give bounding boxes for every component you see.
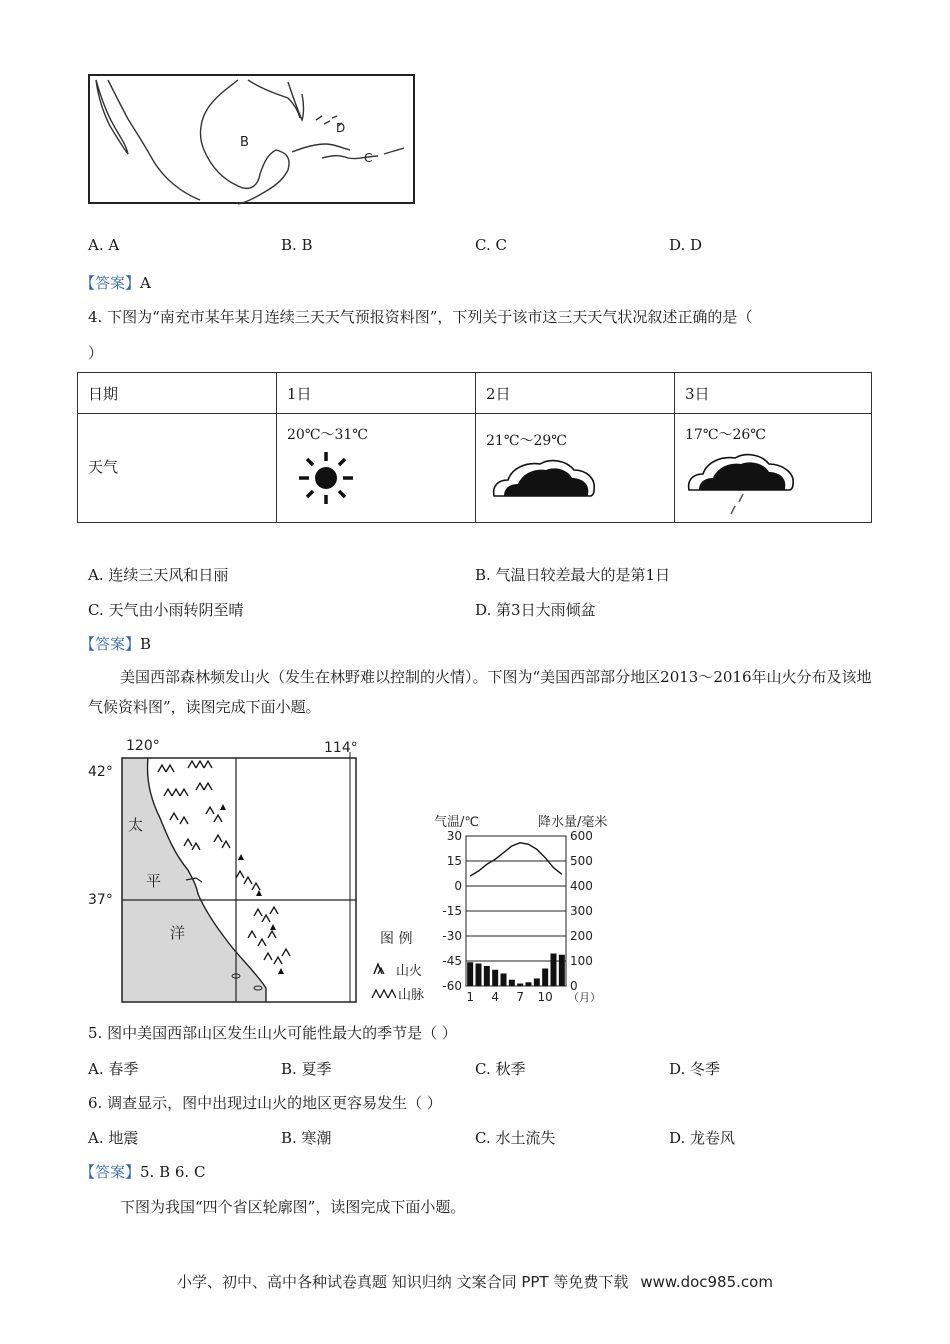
q6-option-b[interactable]: B. 寒潮 [281,1129,332,1147]
precip-bar [484,966,490,986]
q56-answer: 【答案】5. B 6. C [80,1163,206,1181]
q4-stem: 4. 下图为“南充市某年某月连续三天天气预报资料图”，下列关于该市这三天天气状况叙述正确的是（ [88,308,753,326]
legend-fire-label: 山火 [396,964,423,979]
ocean-char-2: 平 [146,872,162,890]
map-label-d: D [336,121,346,135]
west-us-map [88,738,378,1006]
right-tick-label: 0 [570,979,578,993]
lon-label-114: 114° [324,740,358,756]
precip-bar [492,970,498,986]
q3-answer [80,272,151,293]
answer-tag: 【答案】 [80,274,141,292]
right-tick-label: 100 [570,954,593,968]
chart-title-left: 气温/℃ [434,815,479,830]
ocean-char-1: 太 [128,816,144,834]
q56-answer-value: 5. B 6. C [140,1163,206,1181]
q4-option-d[interactable]: D. 第3日大雨倾盆 [475,601,596,619]
precip-bar [559,955,565,986]
weather-table [77,372,872,523]
mountain-legend-icon [370,984,396,1000]
precip-bar [534,979,540,987]
q6-option-a[interactable]: A. 地震 [88,1129,139,1147]
top-map-svg [88,74,416,206]
climate-chart-svg [430,808,640,1008]
left-tick-label: -45 [442,954,462,968]
precip-bar [467,962,473,986]
q4-answer-value: B [140,635,152,653]
q3-option-c[interactable]: C. C [475,236,507,254]
x-tick-label: 7 [516,990,524,1004]
q6-option-c[interactable]: C. 水土流失 [475,1129,556,1147]
q3-answer-value: A [140,274,151,292]
x-tick-label: 10 [537,990,553,1004]
precip-bar [509,980,515,986]
table-header-day3: 3日 [675,373,872,414]
x-tick-label: 1 [466,990,474,1004]
map-label-b: B [240,135,249,150]
q6-option-d[interactable]: D. 龙卷风 [669,1129,736,1147]
right-tick-label: 400 [570,879,593,893]
west-us-map-svg [88,738,378,1006]
table-header-day1: 1日 [277,373,476,414]
table-cell-day3 [675,414,872,523]
temp-day3: 17℃～26℃ [685,427,766,443]
q4-option-a[interactable]: A. 连续三天风和日丽 [88,566,229,584]
table-cell-day2 [476,414,675,523]
q3-option-d[interactable]: D. D [669,236,703,254]
left-tick-label: 0 [454,879,462,893]
cloud-rain-icon [685,448,801,520]
q5-stem: 5. 图中美国西部山区发生山火可能性最大的季节是（ ） [88,1024,457,1042]
footer-url[interactable]: www.doc985.com [640,1273,773,1291]
x-unit-label: （月） [568,991,601,1004]
left-tick-label: 15 [446,854,462,868]
q3-option-b[interactable]: B. B [281,236,313,254]
temp-day2: 21℃～29℃ [486,433,567,449]
precip-bar [542,969,548,987]
legend-title: 图 例 [380,931,413,947]
table-row-label: 天气 [78,414,277,523]
temp-day1: 20℃～31℃ [287,427,368,443]
climate-chart [430,808,640,1008]
q3-option-a[interactable]: A. A [88,236,120,254]
q4-answer: 【答案】B [80,635,152,653]
lat-label-42: 42° [88,764,113,780]
precip-bar [526,982,532,986]
q4-option-b[interactable]: B. 气温日较差最大的是第1日 [475,566,671,584]
q5-option-b[interactable]: B. 夏季 [281,1060,332,1078]
lat-label-37: 37° [88,892,113,908]
left-tick-label: 30 [446,829,462,843]
precip-bar [517,984,523,987]
ocean-char-3: 洋 [170,924,186,942]
precip-bar [501,974,507,987]
table-header-day2: 2日 [476,373,675,414]
table-cell-day1 [277,414,476,523]
cloud-icon [490,456,600,502]
intro-paragraph-2: 下图为我国“四个省区轮廓图”，读图完成下面小题。 [120,1198,466,1216]
page-footer [0,1271,950,1292]
precip-bar [551,954,557,987]
fire-legend-icon [370,960,392,976]
q5-option-d[interactable]: D. 冬季 [669,1060,721,1078]
chart-title-right: 降水量/毫米 [538,815,608,830]
q6-stem: 6. 调查显示，图中出现过山火的地区更容易发生（ ） [88,1094,442,1112]
q4-stem-cont: ） [88,344,104,362]
map-label-c: C [364,151,373,165]
sun-icon [295,450,357,506]
legend-mountain-label: 山脉 [398,988,425,1003]
precip-bar [476,964,482,987]
q5-option-c[interactable]: C. 秋季 [475,1060,526,1078]
lon-label-120: 120° [126,738,160,754]
x-tick-label: 4 [491,990,499,1004]
table-header-date: 日期 [78,373,277,414]
intro-paragraph: 美国西部森林频发山火（发生在林野难以控制的火情）。下图为“美国西部部分地区2013～2016年山火分布及该地气候资料图”，读图完成下面小题。 [88,668,872,716]
left-tick-label: -15 [442,904,462,918]
footer-text: 小学、初中、高中各种试卷真题 知识归纳 文案合同 PPT 等免费下载 [177,1273,629,1291]
left-tick-label: -30 [442,929,462,943]
right-tick-label: 500 [570,854,593,868]
map-legend [370,924,434,1008]
right-tick-label: 600 [570,829,593,843]
q4-option-c[interactable]: C. 天气由小雨转阴至晴 [88,601,244,619]
right-tick-label: 300 [570,904,593,918]
top-map [88,74,416,206]
q5-option-a[interactable]: A. 春季 [88,1060,139,1078]
left-tick-label: -60 [442,979,462,993]
temperature-line [470,843,562,876]
right-tick-label: 200 [570,929,593,943]
